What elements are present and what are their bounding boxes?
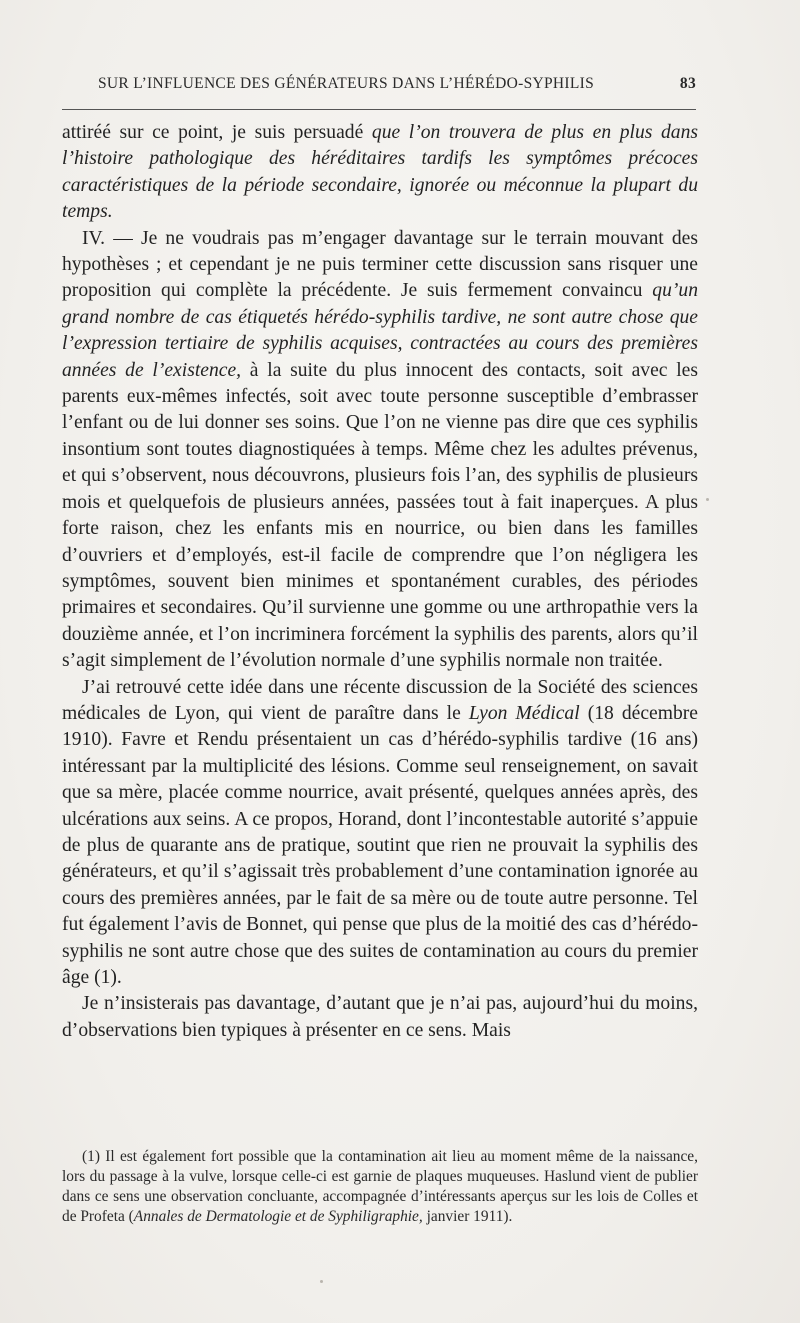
paragraph-3-seg-3: (18 décembre 1910). Favre et Rendu présentaient un cas d’hérédo-syphilis tardive (16 ans) intéressant par la multiplicité des lésions. Comme seul renseignement, on savait que sa mère, placée comme nourrice, avait présenté, quelques années après, des ulcérations aux seins. A ce propos, Horand, dont l’incontestable autorité s’appuie de plus de quarante ans de pratique, soutint que rien ne prouvait la syphilis des générateurs, et qu’il s’agissait très probablement d’une contamination ignorée au cours des premières années, par le fait de sa mère ou de toute autre personne. Tel fut également l’avis de Bonnet, qui pense que plus de la moitié des cas d’hérédo-syphilis ne sont autre chose que des suites de contamination au cours du premier âge (1). [62, 702, 698, 988]
paragraph-2-seg-2-italic: qu’un grand nombre de cas étiquetés hérédo-syphilis tardive, ne sont autre chose que l’expression tertiaire de syphilis acquises, contractées au cours des premières années de l’existence, [62, 280, 698, 381]
paragraph-3 [62, 675, 698, 992]
paper-speck [320, 1280, 323, 1283]
footnote-seg-3: janvier 1911). [422, 1208, 513, 1225]
paper-speck [706, 498, 709, 501]
body-text [62, 120, 698, 1044]
footnote-seg-1: (1) Il est également fort possible que la contamination ait lieu au moment même de la naissance, lors du passage à la vulve, lorsque celle-ci est garnie de plaques muqueuses. Haslund vient de publier dans ce sens une observation concluante, accompagnée d’intéressants aperçus sur les lois de Colles et de Profeta ( [62, 1148, 698, 1225]
paragraph-1 [62, 120, 698, 226]
paragraph-3-seg-2-italic: Lyon Médical [468, 702, 580, 724]
paragraph-3-seg-1: J’ai retrouvé cette idée dans une récente discussion de la Société des sciences médicales de Lyon, qui vient de paraître dans le [62, 676, 698, 724]
running-head [62, 75, 696, 99]
paragraph-2-seg-1: IV. — Je ne voudrais pas m’engager davantage sur le terrain mouvant des hypothèses ; et cependant je ne puis terminer cette discussion sans risquer une proposition qui complète la précédente. Je suis fermement convaincu [62, 227, 698, 302]
paragraph-2 [62, 226, 698, 675]
footnote [62, 1147, 698, 1227]
paragraph-4 [62, 991, 698, 1044]
paragraph-1-seg-1: attiréé sur ce point, je suis persuadé [62, 122, 372, 143]
page-number: 83 [679, 75, 696, 92]
footnote-seg-2-italic: Annales de Dermatologie et de Syphiligraphie, [133, 1208, 423, 1225]
header-rule [62, 109, 696, 110]
running-head-title: SUR L’INFLUENCE DES GÉNÉRATEURS DANS L’HÉRÉDO-SYPHILIS [98, 75, 595, 92]
footnote-text [62, 1147, 698, 1227]
paragraph-1-seg-2-italic: que l’on trouvera de plus en plus dans l’histoire pathologique des héréditaires tardifs les symptômes précoces caractéristiques de la période secondaire, ignorée ou méconnue la plupart du temps. [62, 122, 698, 223]
paragraph-4-seg-1: Je n’insisterais pas davantage, d’autant que je n’ai pas, aujourd’hui du moins, d’observations bien typiques à présenter en ce sens. Mais [62, 993, 698, 1041]
paragraph-2-seg-3: à la suite du plus innocent des contacts, soit avec les parents eux-mêmes infectés, soit avec toute personne susceptible d’embrasser l’enfant ou de lui donner ses soins. Que l’on ne vienne pas dire que ces syphilis insontium sont toutes diagnostiquées à temps. Même chez les adultes prévenus, et qui s’observent, nous découvrons, plusieurs fois l’an, des syphilis de plusieurs mois et quelquefois de plusieurs années, passées tout à fait inaperçues. A plus forte raison, chez les enfants mis en nourrice, ou bien dans les familles d’ouvriers et d’employés, est-il facile de comprendre que l’on négligera les symptômes, souvent bien minimes et spontanément curables, des périodes primaires et secondaires. Qu’il survienne une gomme ou une arthropathie vers la douzième année, et l’on incriminera forcément la syphilis des parents, alors qu’il s’agit simplement de l’évolution normale d’une syphilis normale non traitée. [62, 359, 698, 672]
